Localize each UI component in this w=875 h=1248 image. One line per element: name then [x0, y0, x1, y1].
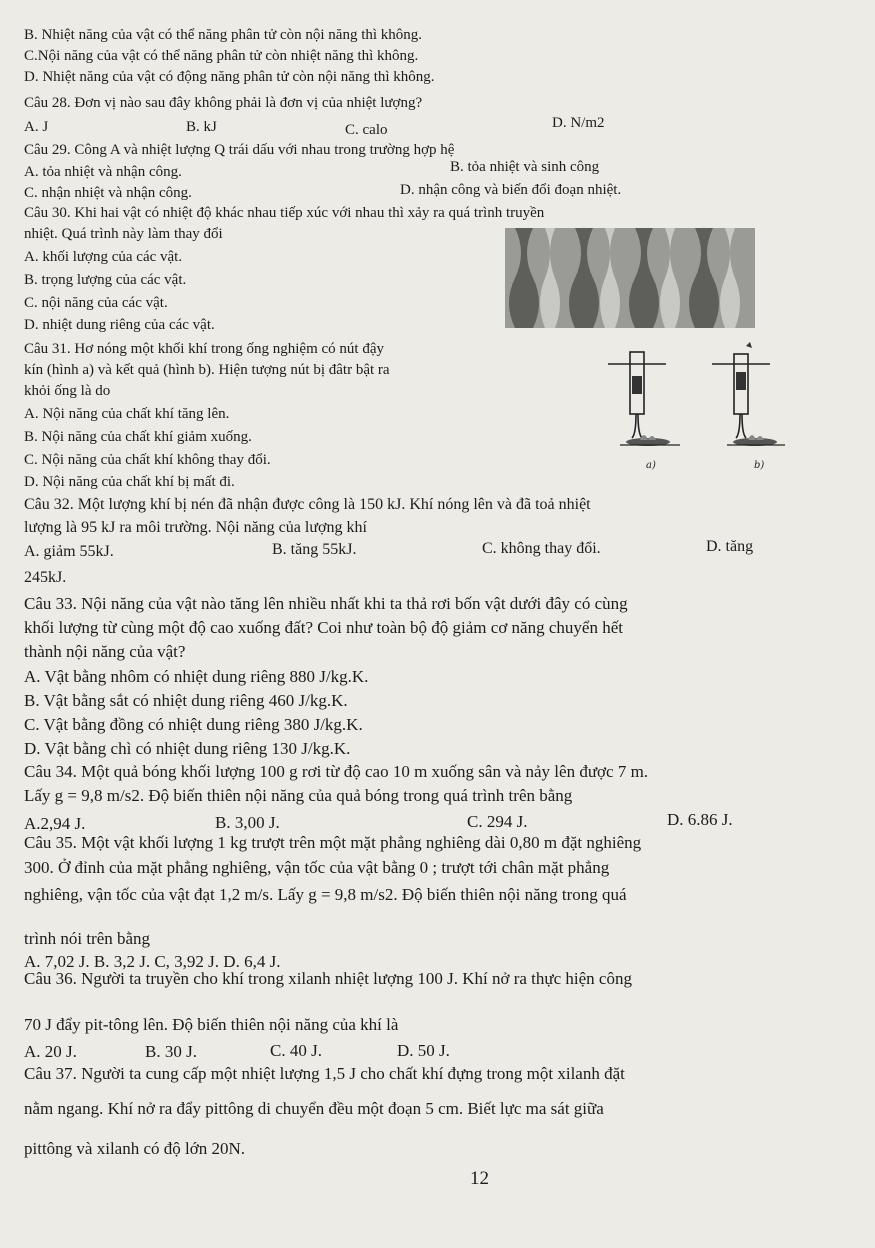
- text-line: khỏi ống là do: [24, 383, 111, 399]
- text-line: 245kJ.: [24, 569, 67, 586]
- option-b: B. tỏa nhiệt và sinh công: [450, 159, 600, 175]
- text-line: Lấy g = 9,8 m/s2. Độ biến thiên nội năng của quả bóng trong quá trình trên bằng: [24, 786, 573, 805]
- text-line: pittông và xilanh có độ lớn 20N.: [24, 1139, 245, 1158]
- figure-label-b: b): [754, 460, 765, 471]
- question-36: Câu 36. Người ta truyền cho khí trong xilanh nhiệt lượng 100 J. Khí nở ra thực hiện công: [24, 969, 632, 988]
- text-line: D. Nhiệt năng của vật có động năng phân tử còn nội năng thì không.: [24, 69, 435, 85]
- option-b: B. tăng 55kJ.: [272, 541, 357, 558]
- option-d: D. N/m2: [552, 115, 605, 131]
- text-line: 70 J đẩy pit-tông lên. Độ biến thiên nội năng của khí là: [24, 1015, 399, 1034]
- option-a: A. Nội năng của chất khí tăng lên.: [24, 406, 230, 422]
- option-c: C. Nội năng của chất khí không thay đổi.: [24, 452, 271, 468]
- option-c: C. nhận nhiệt và nhận công.: [24, 185, 192, 201]
- text-line: B. Nhiệt năng của vật có thể năng phân tử còn nội năng thì không.: [24, 27, 423, 43]
- test-tube-figure: [600, 342, 785, 472]
- text-line: trình nói trên bằng: [24, 929, 151, 948]
- option-a: A. giảm 55kJ.: [24, 543, 114, 560]
- option-a: A. khối lượng của các vật.: [24, 249, 183, 265]
- option-c: C. Vật bằng đồng có nhiệt dung riêng 380 J/kg.K.: [24, 715, 363, 734]
- option-b: B. 30 J.: [145, 1042, 197, 1061]
- text-line: lượng là 95 kJ ra môi trường. Nội năng của lượng khí: [24, 519, 367, 536]
- text-line: nằm ngang. Khí nở ra đẩy pittông di chuyển đều một đoạn 5 cm. Biết lực ma sát giữa: [24, 1099, 604, 1118]
- option-a: A. J: [24, 119, 49, 135]
- question-33: Câu 33. Nội năng của vật nào tăng lên nhiều nhất khi ta thả rơi bốn vật dưới đây có cùng: [24, 594, 628, 613]
- option-d: D. 6.86 J.: [667, 810, 733, 829]
- question-34: Câu 34. Một quả bóng khối lượng 100 g rơi từ độ cao 10 m xuống sân và nảy lên được 7 m.: [24, 762, 649, 781]
- question-31: Câu 31. Hơ nóng một khối khí trong ống nghiệm có nút đậy: [24, 341, 384, 357]
- text-line: thành nội năng của vật?: [24, 642, 186, 661]
- question-29: Câu 29. Công A và nhiệt lượng Q trái dấu với nhau trong trường hợp hệ: [24, 142, 455, 158]
- option-b: B. kJ: [186, 119, 217, 135]
- option-d: D. 50 J.: [397, 1041, 450, 1060]
- option-d: D. nhận công và biến đổi đoạn nhiệt.: [400, 182, 622, 198]
- option-d: D. Nội năng của chất khí bị mất đi.: [24, 474, 235, 490]
- option-b: B. Vật bằng sắt có nhiệt dung riêng 460 J/kg.K.: [24, 691, 348, 710]
- question-35: Câu 35. Một vật khối lượng 1 kg trượt trên một mặt phẳng nghiêng dài 0,80 m đặt nghiêng: [24, 833, 642, 852]
- option-a: A.2,94 J.: [24, 814, 86, 833]
- page-number: 12: [470, 1168, 489, 1189]
- text-line: khối lượng từ cùng một độ cao xuống đất? Coi như toàn bộ độ giảm cơ năng chuyển hết: [24, 618, 623, 637]
- question-32: Câu 32. Một lượng khí bị nén đã nhận được công là 150 kJ. Khí nóng lên và đã toả nhiệt: [24, 496, 591, 513]
- options-line: A. 7,02 J. B. 3,2 J. C, 3,92 J. D. 6,4 J.: [24, 952, 281, 971]
- option-c: C. 294 J.: [467, 812, 528, 831]
- question-28: Câu 28. Đơn vị nào sau đây không phải là đơn vị của nhiệt lượng?: [24, 95, 423, 111]
- question-30: Câu 30. Khi hai vật có nhiệt độ khác nhau tiếp xúc với nhau thì xảy ra quá trình truyền: [24, 205, 545, 221]
- text-line: C.Nội năng của vật có thể năng phân tử còn nhiệt năng thì không.: [24, 48, 419, 64]
- option-b: B. Nội năng của chất khí giảm xuống.: [24, 429, 252, 445]
- figure-label-a: a): [646, 460, 656, 471]
- text-line: nhiệt. Quá trình này làm thay đổi: [24, 226, 223, 242]
- option-c: C. không thay đổi.: [482, 540, 601, 557]
- option-a: A. 20 J.: [24, 1042, 77, 1061]
- option-d: D. tăng: [706, 538, 754, 555]
- option-c: C. calo: [345, 122, 388, 138]
- option-a: A. tỏa nhiệt và nhận công.: [24, 164, 182, 180]
- option-c: C. 40 J.: [270, 1041, 322, 1060]
- question-37: Câu 37. Người ta cung cấp một nhiệt lượng 1,5 J cho chất khí đựng trong một xilanh đặt: [24, 1064, 625, 1083]
- text-line: nghiêng, vận tốc của vật đạt 1,2 m/s. Lấy g = 9,8 m/s2. Độ biến thiên nội năng trong quá: [24, 885, 627, 904]
- option-b: B. 3,00 J.: [215, 813, 280, 832]
- option-a: A. Vật bằng nhôm có nhiệt dung riêng 880 J/kg.K.: [24, 667, 369, 686]
- text-line: kín (hình a) và kết quả (hình b). Hiện tượng nút bị đâtr bật ra: [24, 362, 390, 378]
- option-c: C. nội năng của các vật.: [24, 295, 168, 311]
- photo-figure: [505, 228, 755, 328]
- text-line: 300. Ở đỉnh của mặt phẳng nghiêng, vận tốc của vật bằng 0 ; trượt tới chân mặt phẳng: [24, 858, 610, 877]
- option-d: D. Vật bằng chì có nhiệt dung riêng 130 J/kg.K.: [24, 739, 351, 758]
- option-b: B. trọng lượng của các vật.: [24, 272, 187, 288]
- option-d: D. nhiệt dung riêng của các vật.: [24, 317, 215, 333]
